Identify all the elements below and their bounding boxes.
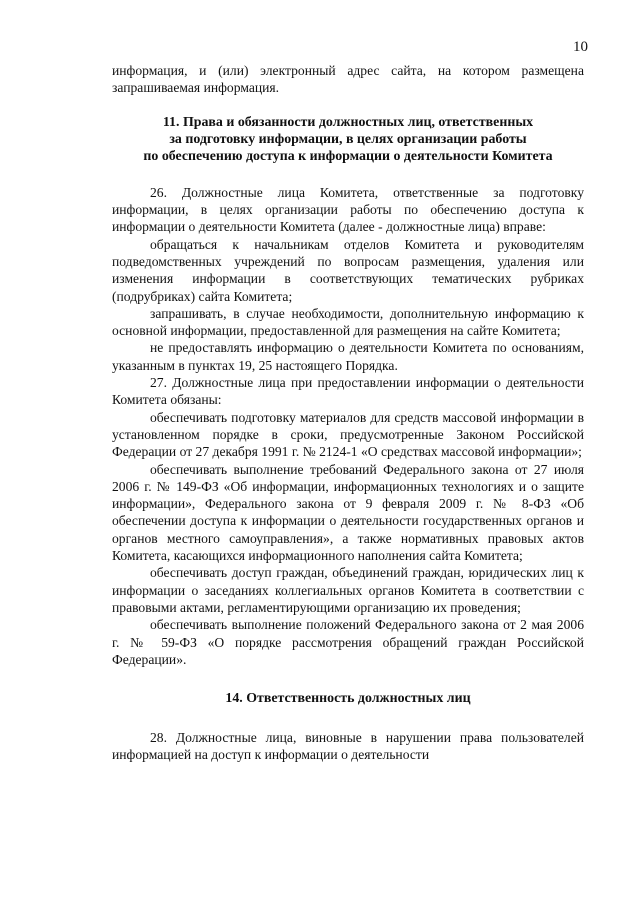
paragraph-27-item-4: обеспечивать выполнение положений Федерального закона от 2 мая 2006 г. № 59-ФЗ «О порядке рассмотрения обращений граждан Российской Федерации». (112, 617, 584, 667)
paragraph-27-item-2: обеспечивать выполнение требований Федерального закона от 27 июля 2006 г. № 149-ФЗ «Об информации, информационных технологиях и о защите информации», Федерального закона от 9 февраля 2009 г. № 8-ФЗ «Об обеспечении доступа к информации о деятельности государственных органов и органов местного самоуправления», а также нормативных правовых актов Комитета, касающихся информационного наполнения сайта Комитета; (112, 461, 584, 564)
section-heading-11-line-2: за подготовку информации, в целях организации работы (169, 132, 527, 147)
paragraph-28: 28. Должностные лица, виновные в нарушении права пользователей информацией на доступ к информации о деятельности (112, 729, 584, 762)
section-heading-11-line-3: по обеспечению доступа к информации о деятельности Комитета (143, 149, 553, 165)
paragraph-27-item-3: обеспечивать доступ граждан, объединений граждан, юридических лиц к информации о заседаниях коллегиальных органов Комитета в соответствии с правовыми актами, регламентирующими организацию их проведения; (112, 565, 584, 615)
paragraph-continuation: информация, и (или) электронный адрес сайта, на котором размещена запрашиваемая информация. (112, 63, 584, 96)
section-heading-14: 14. Ответственность должностных лиц (225, 691, 471, 707)
paragraph-27-item-1: обеспечивать подготовку материалов для средств массовой информации в установленном порядке в сроки, предусмотренные Законом Российской Федерации от 27 декабря 1991 г. № 2124-1 «О средствах массовой информации»; (112, 409, 584, 460)
document-body (112, 62, 584, 763)
paragraph-26-item-3: не предоставлять информацию о деятельности Комитета по основаниям, указанным в пунктах 19, 25 настоящего Порядка. (112, 340, 584, 373)
page-number: 10 (573, 39, 588, 55)
paragraph-26-item-2: запрашивать, в случае необходимости, дополнительную информацию к основной информации, предоставленной для размещения на сайте Комитета; (112, 305, 584, 339)
paragraph-26-item-1: обращаться к начальникам отделов Комитета и руководителям подведомственных учреждений по вопросам размещения, удаления или изменения информации в соответствующих тематических рубриках (подрубриках) сайта Комитета; (112, 236, 584, 304)
section-heading-11-line-1: 11. Права и обязанности должностных лиц, ответственных (162, 114, 534, 130)
paragraph-27: 27. Должностные лица при предоставлении информации о деятельности Комитета обязаны: (112, 375, 584, 408)
section-heading-11 (112, 114, 584, 166)
paragraph-26: 26. Должностные лица Комитета, ответственные за подготовку информации, в целях организации работы по обеспечению доступа к информации о деятельности Комитета (далее - должностные лица) вправе: (112, 184, 584, 235)
